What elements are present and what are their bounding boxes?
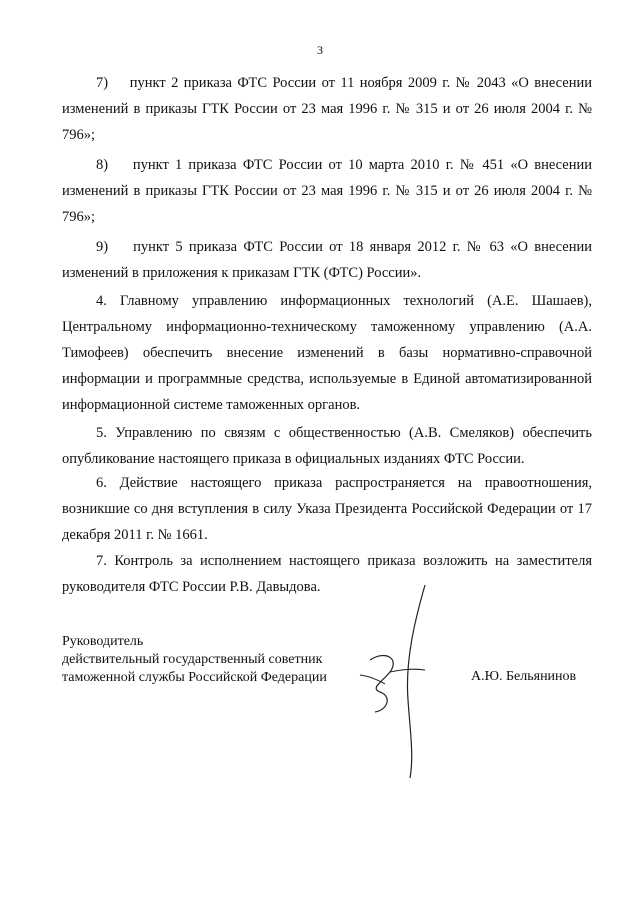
paragraph-6: 6. Действие настоящего приказа распространяется на правоотношения, возникшие со дня вступления в силу Указа Президента Российской Федерации от 17 декабря 2011 г. № 1661. bbox=[62, 475, 592, 543]
list-item: 7) пункт 2 приказа ФТС России от 11 ноября 2009 г. № 2043 «О внесении изменений в приказы ГТК России от 23 мая 1996 г. № 315 и от 26 июля 2004 г. № 796»; bbox=[62, 75, 592, 143]
paragraph-7: 7. Контроль за исполнением настоящего приказа возложить на заместителя руководителя ФТС России Р.В. Давыдова. bbox=[62, 553, 592, 595]
signatory-service: таможенной службы Российской Федерации bbox=[62, 670, 327, 685]
paragraph-5: 5. Управлению по связям с общественностью (А.В. Смеляков) обеспечить опубликование настоящего приказа в официальных изданиях ФТС России. bbox=[62, 425, 592, 467]
signature-block bbox=[62, 633, 327, 687]
page-number: 3 bbox=[317, 43, 323, 57]
paragraph-4: 4. Главному управлению информационных технологий (А.Е. Шашаев), Центральному информационно-техническому таможенному управлению (А.А. Тимофеев) обеспечить внесение изменений в базы нормативно-справочной информации и программные средства, используемые в Единой автоматизированной информационной системе таможенных органов. bbox=[62, 293, 592, 413]
list-item: 8) пункт 1 приказа ФТС России от 10 марта 2010 г. № 451 «О внесении изменений в приказы ГТК России от 23 мая 1996 г. № 315 и от 26 июля 2004 г. № 796»; bbox=[62, 157, 592, 225]
handwritten-signature bbox=[330, 580, 450, 780]
signatory-name: А.Ю. Бельянинов bbox=[471, 669, 577, 684]
list-item: 9) пункт 5 приказа ФТС России от 18 января 2012 г. № 63 «О внесении изменений в приложения к приказам ГТК (ФТС) России». bbox=[62, 239, 592, 281]
signatory-title: Руководитель bbox=[62, 634, 144, 649]
signatory-rank: действительный государственный советник bbox=[62, 652, 323, 667]
